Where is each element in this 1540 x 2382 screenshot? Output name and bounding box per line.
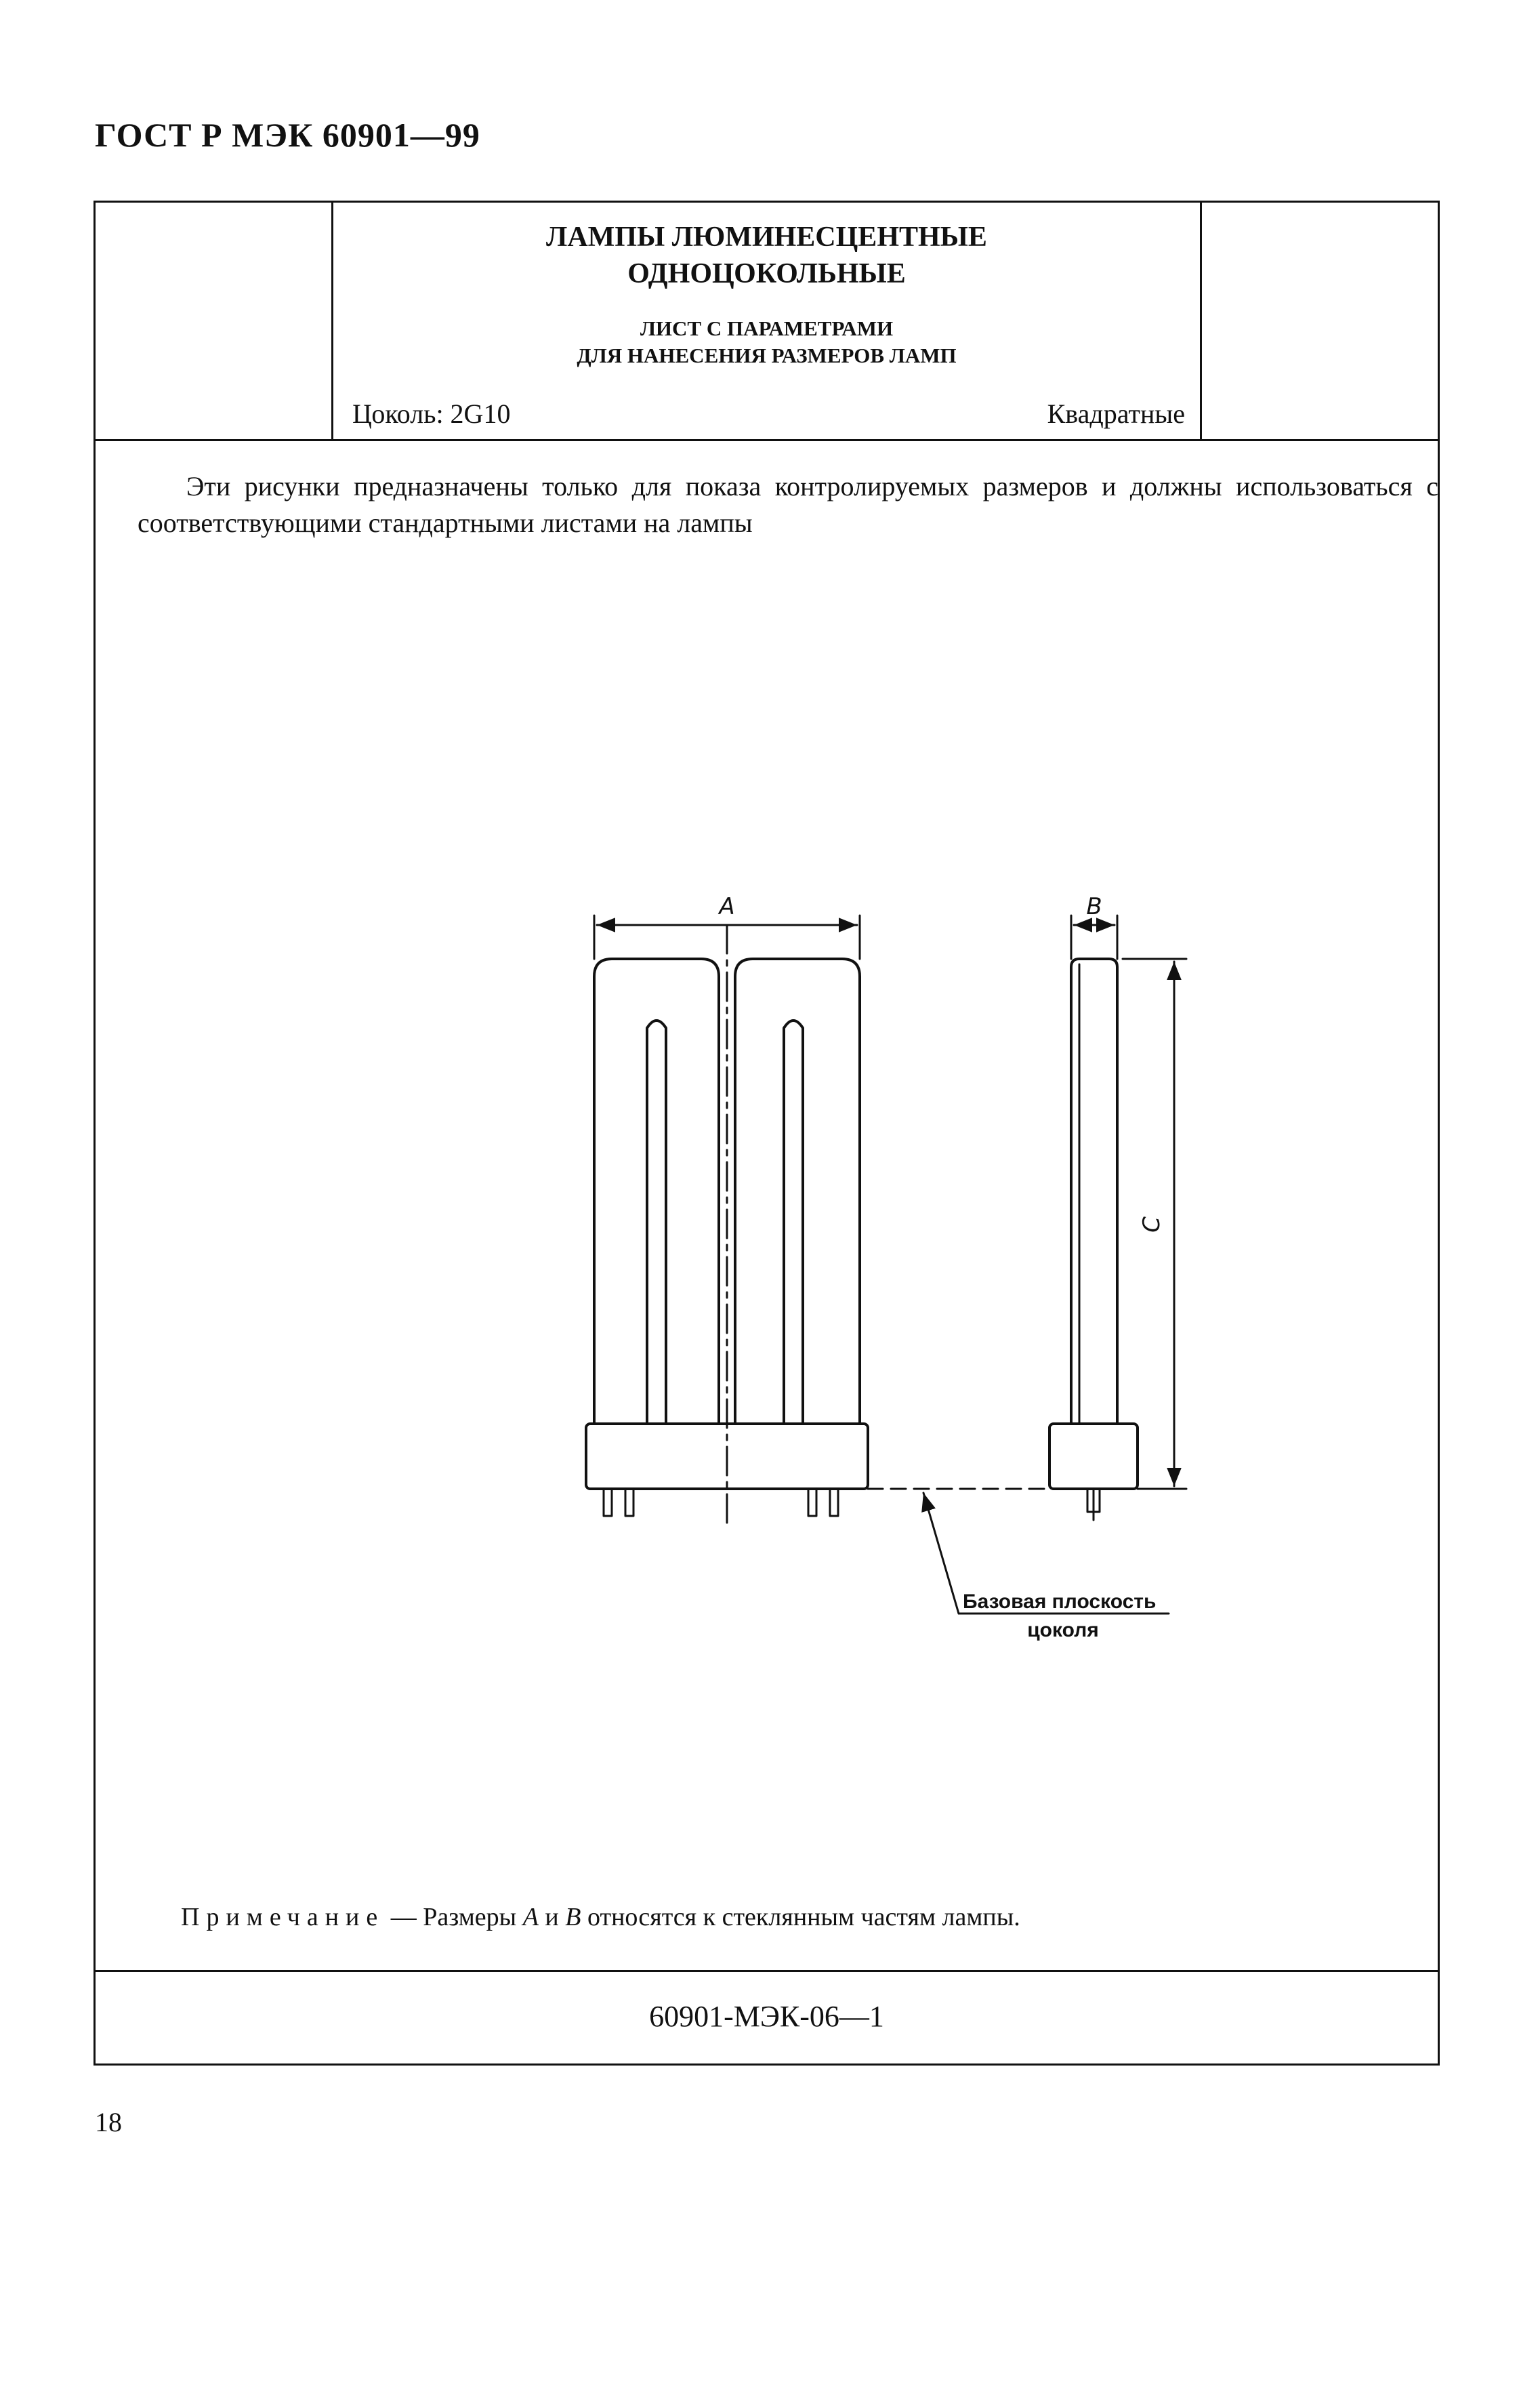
title-block [96, 203, 1438, 441]
standard-sheet [93, 201, 1440, 2066]
note-dim-b: B [565, 1903, 581, 1931]
note [181, 1902, 1020, 1932]
lamp-dimension-drawing [475, 665, 1207, 1695]
callout-label-line1: Базовая плоскость [963, 1590, 1157, 1613]
callout-label-line2: цоколя [1027, 1619, 1099, 1641]
intro-paragraph [138, 468, 1438, 541]
note-text-after: относятся к стеклянным частям лампы. [581, 1903, 1020, 1931]
front-pins [604, 1489, 838, 1516]
sheet-subtitle [333, 315, 1200, 369]
sheet-title [333, 219, 1200, 292]
note-text-before: — Размеры [384, 1903, 523, 1931]
dim-b-label: B [1086, 893, 1102, 920]
intro-paragraph-text: Эти рисунки предназначены только для показа контролируемых размеров и должны использоваться с соответствующими стандартными листами на лампы [138, 471, 1438, 538]
callout-leader [923, 1493, 959, 1614]
sheet-subtitle-line2: ДЛЯ НАНЕСЕНИЯ РАЗМЕРОВ ЛАМП [577, 344, 957, 367]
note-prefix: Примечание [181, 1903, 385, 1931]
sheet-footer [96, 1970, 1438, 2063]
left-tube-outer [594, 959, 719, 1424]
sheet-code: 60901-МЭК-06—1 [649, 2000, 884, 2033]
side-base-block [1049, 1424, 1138, 1489]
sheet-subtitle-line1: ЛИСТ С ПАРАМЕТРАМИ [640, 316, 894, 340]
page-number: 18 [95, 2107, 122, 2137]
right-tube-outer [735, 959, 860, 1424]
title-block-center-cell [333, 203, 1200, 439]
right-tube-inner [784, 1021, 803, 1424]
side-tube [1071, 959, 1117, 1424]
lamp-shape-label: Квадратные [1047, 398, 1185, 429]
title-block-left-cell [96, 203, 333, 439]
title-block-right-cell [1200, 203, 1438, 439]
base-type-label: Цоколь: 2G10 [352, 398, 511, 429]
note-conj: и [538, 1903, 566, 1931]
left-tube-inner [647, 1021, 666, 1424]
dim-c-label: C [1138, 1216, 1165, 1233]
side-view [1049, 916, 1186, 1520]
sheet-title-line1: ЛАМПЫ ЛЮМИНЕСЦЕНТНЫЕ [546, 222, 987, 253]
document-id: ГОСТ Р МЭК 60901—99 [95, 116, 480, 154]
note-dim-a: A [522, 1903, 539, 1931]
front-view [586, 916, 868, 1524]
sheet-title-line2: ОДНОЦОКОЛЬНЫЕ [627, 258, 906, 289]
dim-a-label: A [719, 893, 735, 920]
